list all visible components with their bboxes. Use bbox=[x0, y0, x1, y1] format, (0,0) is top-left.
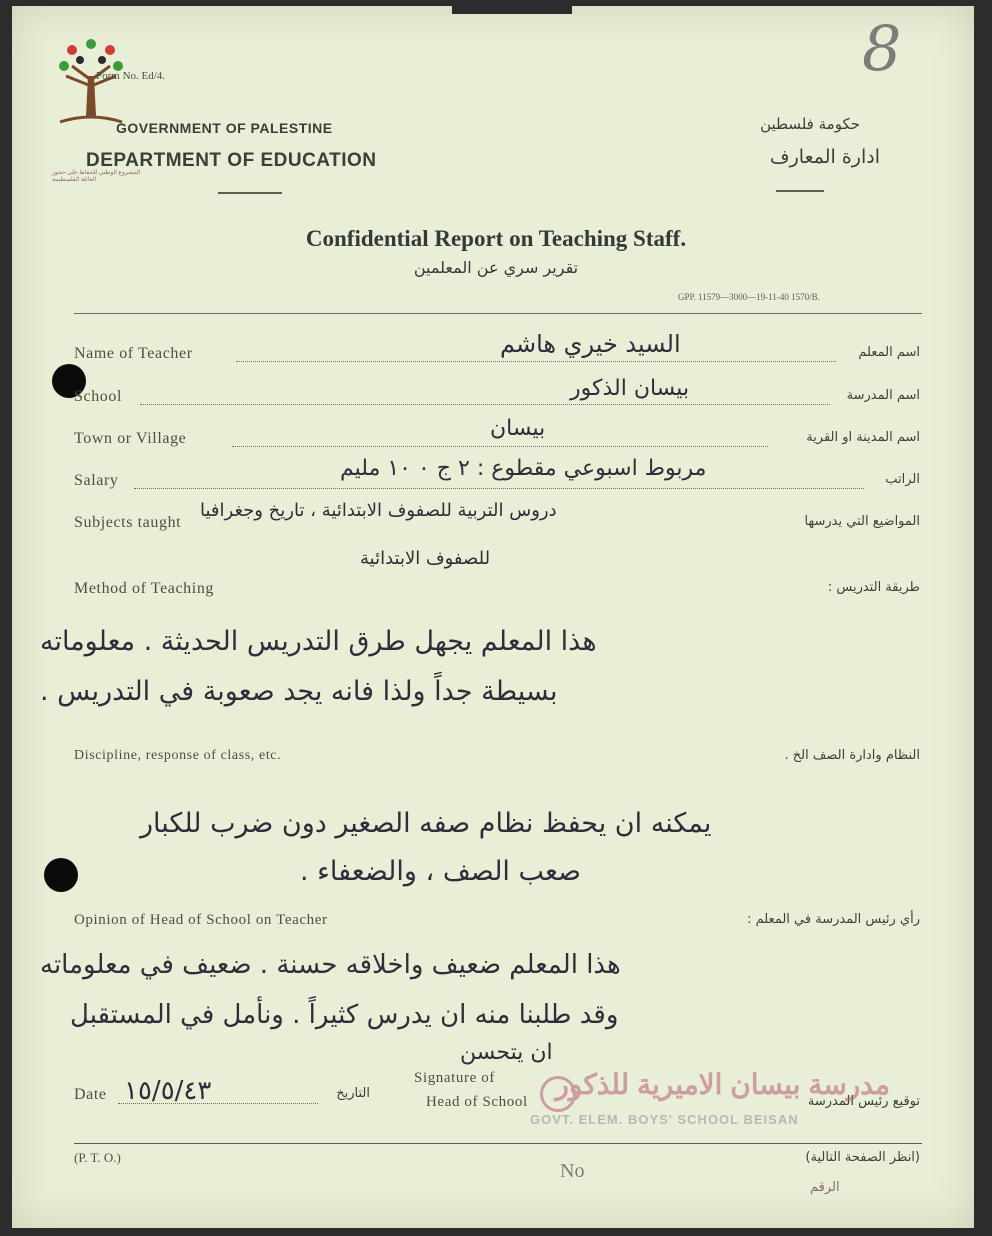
subjects-label-en: Subjects taught bbox=[74, 514, 182, 531]
header-rule-left bbox=[218, 192, 282, 194]
header-rule-right bbox=[776, 190, 824, 192]
town-label-ar: اسم المدينة او القرية bbox=[806, 430, 920, 445]
subjects-value: دروس التربية للصفوف الابتدائية ، تاريخ وجغرافيا bbox=[200, 500, 557, 521]
date-value: ١٥/٥/٤٣ bbox=[124, 1076, 212, 1106]
method-label-en: Method of Teaching bbox=[74, 580, 215, 597]
opinion-label-ar: رأي رئيس المدرسة في المعلم : bbox=[747, 912, 920, 927]
method-label-ar: طريقة التدريس : bbox=[827, 580, 920, 595]
report-title-ar: تقرير سري عن المعلمين bbox=[413, 258, 579, 277]
pto-label: (P. T. O.) bbox=[74, 1150, 121, 1165]
opinion-line-1: هذا المعلم ضعيف واخلاقه حسنة . ضعيف في معلوماته bbox=[40, 950, 621, 980]
government-title-en: GOVERNMENT OF PALESTINE bbox=[116, 120, 333, 136]
opinion-line-2: وقد طلبنا منه ان يدرس كثيراً . ونأمل في المستقبل bbox=[70, 1000, 619, 1030]
stamp-text-ar: مدرسة بيسان الاميرية للذكور bbox=[555, 1069, 890, 1100]
salary-value: مربوط اسبوعي مقطوع : ٢ ج ٠ ١٠ مليم bbox=[340, 456, 707, 481]
signature-label-en-1: Signature of bbox=[414, 1070, 495, 1086]
discipline-line-1: يمكنه ان يحفظ نظام صفه الصغير دون ضرب للكبار bbox=[140, 808, 712, 839]
name-label-ar: اسم المعلم bbox=[858, 345, 920, 360]
form-number: Form No. Ed/4. bbox=[96, 70, 166, 82]
see-next-page-label: (انظر الصفحة التالية) bbox=[805, 1150, 920, 1165]
name-value: السيد خيري هاشم bbox=[500, 330, 681, 358]
date-label-en: Date bbox=[74, 1086, 107, 1103]
footer-rule bbox=[74, 1143, 922, 1144]
school-dotted-line bbox=[140, 403, 830, 405]
archive-note: المشروع الوطني للحفاظ على حجور العائلة الفلسطينية bbox=[52, 170, 141, 183]
salary-label-ar: الراتب bbox=[885, 472, 920, 487]
page-number: 8 bbox=[862, 12, 902, 85]
discipline-label-en: Discipline, response of class, etc. bbox=[74, 748, 282, 763]
town-dotted-line bbox=[232, 445, 768, 447]
department-title-ar: ادارة المعارف bbox=[769, 146, 880, 168]
opinion-line-3: ان يتحسن bbox=[460, 1040, 553, 1065]
date-label-ar: التاريخ bbox=[336, 1086, 370, 1101]
discipline-label-ar: النظام وادارة الصف الخ . bbox=[784, 748, 920, 763]
date-dotted-line bbox=[118, 1102, 318, 1104]
method-line-2: بسيطة جداً ولذا فانه يجد صعوبة في التدريس . bbox=[40, 676, 558, 707]
department-title-en: DEPARTMENT OF EDUCATION bbox=[86, 150, 377, 171]
school-label-ar: اسم المدرسة bbox=[846, 388, 920, 403]
name-dotted-line bbox=[236, 360, 836, 362]
number-label-ar: الرقم bbox=[810, 1180, 840, 1195]
subjects-label-ar: المواضيع التي يدرسها bbox=[804, 514, 920, 529]
school-value: بيسان الذكور bbox=[570, 376, 690, 401]
signature-label-ar: توقيع رئيس المدرسة bbox=[807, 1094, 920, 1109]
report-title-en: Confidential Report on Teaching Staff. bbox=[305, 226, 687, 251]
town-label-en: Town or Village bbox=[74, 430, 187, 447]
town-value: بيسان bbox=[490, 416, 546, 441]
opinion-label-en: Opinion of Head of School on Teacher bbox=[74, 912, 328, 928]
punch-hole-bottom bbox=[44, 858, 78, 892]
name-label-en: Name of Teacher bbox=[74, 345, 193, 362]
school-label-en: School bbox=[74, 388, 123, 405]
form-top-line bbox=[74, 313, 922, 314]
discipline-line-2: صعب الصف ، والضعفاء . bbox=[300, 856, 581, 887]
sheet-notch bbox=[452, 6, 572, 14]
salary-label-en: Salary bbox=[74, 472, 119, 489]
stamp-text-en: GOVT. ELEM. BOYS' SCHOOL BEISAN bbox=[530, 1112, 799, 1127]
salary-dotted-line bbox=[134, 487, 864, 489]
number-mark: No bbox=[560, 1160, 585, 1182]
signature-label-en-2: Head of School bbox=[426, 1094, 528, 1110]
school-stamp bbox=[520, 1068, 890, 1138]
print-code: GPP. 11579—3000—19-11-40 1570/B. bbox=[678, 292, 820, 302]
subjects-value-2: للصفوف الابتدائية bbox=[360, 548, 491, 569]
government-title-ar: حكومة فلسطين bbox=[760, 115, 860, 133]
method-line-1: هذا المعلم يجهل طرق التدريس الحديثة . معلوماته bbox=[40, 626, 597, 657]
